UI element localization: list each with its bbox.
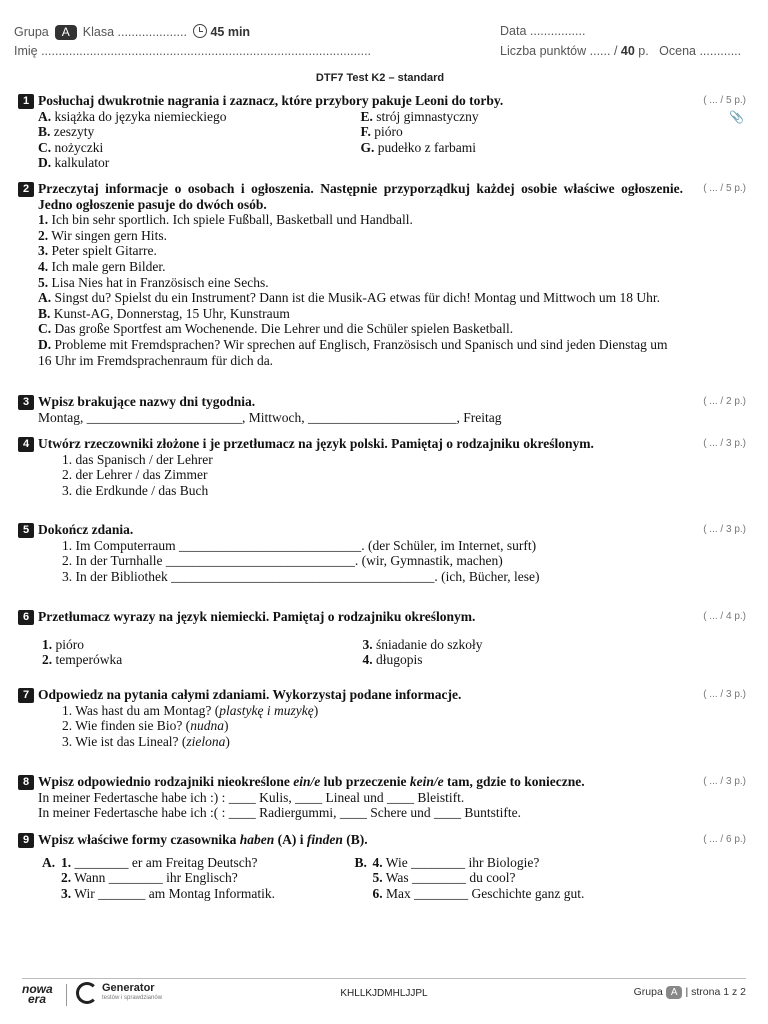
option-b[interactable]: B. zeszyty xyxy=(38,124,95,140)
task-points: ( ... / 3 p.) xyxy=(703,689,746,700)
list-item: 2. der Lehrer / das Zimmer xyxy=(62,467,208,483)
imie-field[interactable]: Imię ............................................................................................... xyxy=(14,44,372,58)
task-points: ( ... / 5 p.) xyxy=(703,95,746,106)
task-points: ( ... / 6 p.) xyxy=(703,834,746,845)
generator-logo-subtitle: testów i sprawdzianów xyxy=(102,995,163,1001)
task-question: Odpowiedz na pytania całymi zdaniami. Wykorzystaj podane informacje. xyxy=(38,687,462,702)
option-f[interactable]: F. pióro xyxy=(360,124,403,140)
points-unit: p. xyxy=(638,44,649,58)
task-8 xyxy=(18,774,746,821)
points-max: 40 xyxy=(620,44,635,58)
task-question: Wpisz brakujące nazwy dni tygodnia. xyxy=(38,394,256,409)
task-points: ( ... / 4 p.) xyxy=(703,611,746,622)
page-indicator xyxy=(634,986,746,999)
list-item[interactable]: 2. In der Turnhalle ____________________________. (wir, Gymnastik, machen) xyxy=(62,553,503,569)
list-item[interactable]: 3. In der Bibliothek _______________________________________. (ich, Bücher, lese) xyxy=(62,568,540,584)
list-item[interactable]: 6. Max ________ Geschichte ganz gut. xyxy=(372,885,585,901)
footer-divider xyxy=(22,978,746,979)
grupa-label: Grupa xyxy=(633,986,663,998)
list-item[interactable]: 2. Wann ________ ihr Englisch? xyxy=(61,870,238,886)
task-points: ( ... / 5 p.) xyxy=(703,183,746,194)
task-number: 6 xyxy=(18,610,34,625)
list-item: 5. Lisa Nies hat in Französisch eine Sechs. xyxy=(38,274,269,290)
list-item[interactable]: 5. Was ________ du cool? xyxy=(372,870,516,886)
grupa-label: Grupa xyxy=(14,25,49,39)
task-points: ( ... / 3 p.) xyxy=(703,524,746,535)
task-question: Posłuchaj dwukrotnie nagrania i zaznacz, które przybory pakuje Leoni do torby. xyxy=(38,93,504,108)
list-item: 2. Wie finden sie Bio? (nudna) xyxy=(62,718,229,734)
task-question: Przeczytaj informacje o osobach i ogłoszenia. Następnie przyporządkuj każdej osobie właściwe ogłoszenie. Jedno ogłoszenie pasuje do dwóch osób. xyxy=(38,181,683,212)
fill-in-line[interactable]: In meiner Federtasche habe ich :( : ____ Radiergummi, ____ Schere und ____ Buntstifte. xyxy=(38,805,522,821)
option-e[interactable]: E. strój gimnastyczny xyxy=(360,108,479,124)
list-item: 1. das Spanisch / der Lehrer xyxy=(62,451,213,467)
points-label[interactable]: Liczba punktów ...... / xyxy=(500,44,618,58)
grupa-badge: A xyxy=(55,25,77,40)
task-1 xyxy=(18,93,746,171)
option-g[interactable]: G. pudełko z farbami xyxy=(360,139,476,155)
task-question: Wpisz odpowiednio rodzajniki nieokreślone ein/e lub przeczenie kein/e tam, gdzie to konieczne. xyxy=(38,774,585,789)
option-d[interactable]: D. kalkulator xyxy=(38,155,110,171)
task-6 xyxy=(18,609,746,668)
task-number: 5 xyxy=(18,523,34,538)
task-9 xyxy=(18,832,746,901)
task-number: 8 xyxy=(18,775,34,790)
grupa-badge: A xyxy=(666,986,683,999)
list-item: C. Das große Sportfest am Wochenende. Die Lehrer und die Schüler spielen Basketball. xyxy=(38,321,514,337)
test-title: DTF7 Test K2 – standard xyxy=(315,72,445,84)
column-b-head: B. xyxy=(354,854,367,870)
generator-logo-text: Generator xyxy=(102,982,155,994)
task-number: 1 xyxy=(18,94,34,109)
task-points: ( ... / 3 p.) xyxy=(703,438,746,449)
list-item: 2. Wir singen gern Hits. xyxy=(38,227,167,243)
task-4 xyxy=(18,436,746,498)
task-question: Przetłumacz wyrazy na język niemiecki. Pamiętaj o rodzajniku określonym. xyxy=(38,609,476,624)
list-item: 2. temperówka xyxy=(42,652,123,668)
task-points: ( ... / 3 p.) xyxy=(703,776,746,787)
list-item: 3. śniadanie do szkoły xyxy=(362,636,483,652)
test-code: KHLLKJDMHLJJPL xyxy=(340,988,428,999)
list-item: 3. die Erdkunde / das Buch xyxy=(62,482,209,498)
option-a[interactable]: A. książka do języka niemieckiego xyxy=(38,108,227,124)
task-number: 2 xyxy=(18,182,34,197)
list-item[interactable]: 3. Wir _______ am Montag Informatik. xyxy=(61,885,276,901)
list-item[interactable]: 1. Im Computerraum ___________________________. (der Schüler, im Internet, surft) xyxy=(62,537,537,553)
task-question: Utwórz rzeczowniki złożone i je przetłumacz na język polski. Pamiętaj o rodzajniku określonym. xyxy=(38,436,594,451)
task-number: 9 xyxy=(18,833,34,848)
list-item: B. Kunst-AG, Donnerstag, 15 Uhr, Kunstraum xyxy=(38,305,290,321)
list-item: 1. Was hast du am Montag? (plastykę i muzykę) xyxy=(62,702,319,718)
task-7 xyxy=(18,687,746,749)
clock-icon xyxy=(193,24,207,38)
header-left xyxy=(14,24,372,64)
fill-in-line[interactable]: Montag, _______________________, Mittwoch, ______________________, Freitag xyxy=(38,409,502,425)
task-3 xyxy=(18,394,746,425)
page-number: | strona 1 z 2 xyxy=(685,986,746,998)
list-item: 4. Ich male gern Bilder. xyxy=(38,258,166,274)
header-right xyxy=(500,24,760,64)
task-number: 4 xyxy=(18,437,34,452)
list-item[interactable]: 4. Wie ________ ihr Biologie? xyxy=(372,854,540,870)
time-limit: 45 min xyxy=(210,25,251,39)
klasa-field[interactable]: Klasa .................... xyxy=(82,25,187,39)
list-item: 3. Peter spielt Gitarre. xyxy=(38,243,157,259)
column-a-head: A. xyxy=(42,854,56,870)
list-item: A. Singst du? Spielst du ein Instrument? Dann ist die Musik-AG etwas für dich! Montag und Mittwoch um 18 Uhr. xyxy=(38,290,661,306)
paperclip-icon[interactable]: 📎 xyxy=(729,110,744,124)
nowa-era-logo: nowa era xyxy=(22,982,53,1006)
task-number: 7 xyxy=(18,688,34,703)
list-item: 3. Wie ist das Lineal? (zielona) xyxy=(62,733,230,749)
list-item: 1. Ich bin sehr sportlich. Ich spiele Fußball, Basketball und Handball. xyxy=(38,212,413,228)
list-item: 1. pióro xyxy=(42,636,84,652)
list-item: D. Probleme mit Fremdsprachen? Wir sprechen auf Englisch, Französisch und Spanisch und sind jeden Dienstag um 16 Uhr im Fremdsprachenraum für dich da. xyxy=(38,336,668,368)
list-item: 4. długopis xyxy=(362,652,423,668)
task-2 xyxy=(18,181,746,368)
footer xyxy=(22,984,746,1014)
list-item[interactable]: 1. ________ er am Freitag Deutsch? xyxy=(61,854,258,870)
ocena-field[interactable]: Ocena ............ xyxy=(659,44,742,58)
data-field[interactable]: Data ................ xyxy=(500,24,586,38)
option-c[interactable]: C. nożyczki xyxy=(38,139,104,155)
task-question: Wpisz właściwe formy czasownika haben (A) i finden (B). xyxy=(38,832,368,847)
task-number: 3 xyxy=(18,395,34,410)
task-points: ( ... / 2 p.) xyxy=(703,396,746,407)
fill-in-line[interactable]: In meiner Federtasche habe ich :) : ____ Kulis, ____ Lineal und ____ Bleistift. xyxy=(38,789,465,805)
task-5 xyxy=(18,522,746,584)
task-question: Dokończ zdania. xyxy=(38,522,134,537)
